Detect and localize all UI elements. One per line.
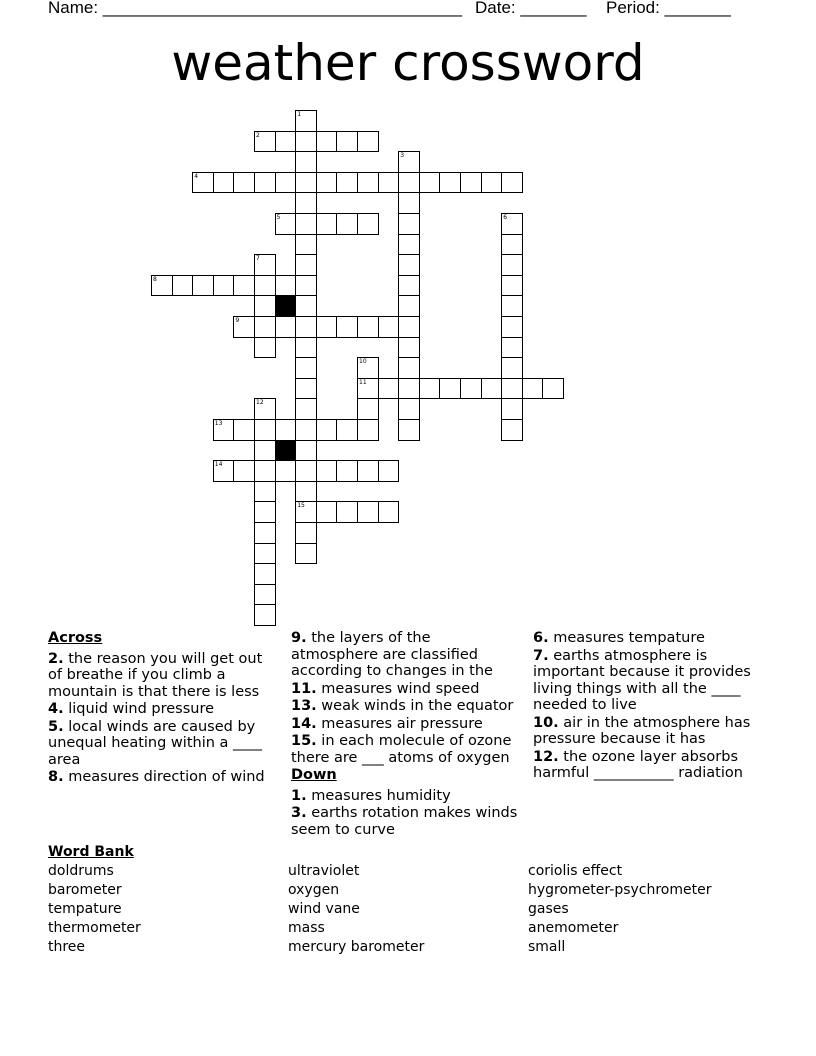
crossword-cell[interactable]	[295, 172, 317, 194]
crossword-cell[interactable]	[398, 357, 420, 379]
crossword-cell[interactable]	[172, 275, 194, 297]
crossword-cell[interactable]	[501, 357, 523, 379]
clue-across-15: 15. in each molecule of ozone there are ___ atoms of oxygen	[291, 733, 512, 766]
word-bank-item: ultraviolet	[288, 863, 360, 879]
crossword-cell[interactable]	[295, 254, 317, 276]
crossword-cell[interactable]	[295, 192, 317, 214]
crossword-cell[interactable]	[254, 481, 276, 503]
crossword-cell[interactable]	[481, 378, 503, 400]
crossword-cell[interactable]	[275, 316, 297, 338]
crossword-cell[interactable]	[316, 131, 338, 153]
crossword-cell[interactable]	[213, 172, 235, 194]
crossword-cell[interactable]	[254, 440, 276, 462]
crossword-cell[interactable]	[439, 172, 461, 194]
crossword-cell[interactable]	[336, 131, 358, 153]
word-bank-item: doldrums	[48, 863, 114, 879]
crossword-cell[interactable]	[357, 398, 379, 420]
date-field[interactable]: Date: _______	[475, 0, 587, 17]
word-bank-item: mass	[288, 920, 325, 936]
clue-down-12: 12. the ozone layer absorbs harmful ___________ radiation	[533, 748, 743, 781]
clue-across-11: 11. measures wind speed	[291, 680, 480, 697]
word-bank-title: Word Bank	[48, 844, 134, 860]
across-heading: Across	[48, 630, 103, 646]
crossword-cell[interactable]	[357, 501, 379, 523]
word-bank-item: thermometer	[48, 920, 141, 936]
clue-number: 9	[235, 317, 240, 324]
crossword-cell[interactable]	[275, 419, 297, 441]
clues-column-3	[533, 630, 769, 783]
word-bank-item: hygrometer-psychrometer	[528, 882, 712, 898]
clue-across-13: 13. weak winds in the equator	[291, 698, 514, 714]
crossword-cell[interactable]	[398, 213, 420, 235]
down-heading: Down	[291, 767, 337, 783]
crossword-cell[interactable]	[295, 295, 317, 317]
crossword-cell[interactable]	[501, 419, 523, 441]
crossword-cell[interactable]	[501, 378, 523, 400]
crossword-cell[interactable]	[254, 295, 276, 317]
crossword-cell[interactable]	[398, 295, 420, 317]
crossword-cell[interactable]	[254, 584, 276, 606]
crossword-cell[interactable]	[398, 378, 420, 400]
word-bank-item: three	[48, 939, 86, 955]
word-bank-item: wind vane	[288, 901, 360, 917]
crossword-cell[interactable]	[254, 543, 276, 565]
crossword-cell[interactable]	[295, 316, 317, 338]
crossword-cell[interactable]	[419, 378, 441, 400]
crossword-cell[interactable]	[378, 316, 400, 338]
word-bank-item: coriolis effect	[528, 863, 623, 879]
clue-number: 6	[503, 214, 508, 221]
crossword-cell[interactable]	[295, 357, 317, 379]
crossword-cell[interactable]	[501, 234, 523, 256]
crossword-cell[interactable]	[275, 172, 297, 194]
clue-number: 5	[276, 214, 281, 221]
clue-across-9: 9. the layers of the atmosphere are classified according to changes in the	[291, 630, 493, 679]
crossword-cell[interactable]	[439, 378, 461, 400]
crossword-cell[interactable]	[254, 419, 276, 441]
clue-number: 10	[359, 358, 367, 366]
clue-number: 11	[359, 378, 367, 386]
crossword-cell[interactable]	[213, 275, 235, 297]
clue-down-3: 3. earths rotation makes winds seem to curve	[291, 805, 518, 838]
crossword-cell[interactable]	[192, 275, 214, 297]
crossword-cell[interactable]	[316, 419, 338, 441]
crossword-cell[interactable]	[336, 172, 358, 194]
clue-number: 3	[400, 152, 405, 160]
clue-number: 15	[297, 502, 305, 510]
crossword-cell[interactable]	[378, 501, 400, 523]
crossword-cell[interactable]	[378, 378, 400, 400]
clue-across-2: 2. the reason you will get out of breathe if you climb a mountain is that there is less	[48, 650, 263, 700]
crossword-cell[interactable]	[254, 275, 276, 297]
crossword-cell[interactable]	[398, 172, 420, 194]
crossword-cell[interactable]	[295, 131, 317, 153]
crossword-cell[interactable]	[295, 440, 317, 462]
crossword-cell[interactable]	[295, 419, 317, 441]
crossword-cell[interactable]	[336, 316, 358, 338]
crossword-cell[interactable]	[357, 172, 379, 194]
crossword-cell[interactable]	[336, 501, 358, 523]
crossword-cell[interactable]	[398, 337, 420, 359]
crossword-cell[interactable]	[501, 316, 523, 338]
crossword-cell[interactable]	[316, 460, 338, 482]
crossword-cell[interactable]	[295, 337, 317, 359]
crossword-cell[interactable]	[336, 213, 358, 235]
word-bank-item: anemometer	[528, 920, 619, 936]
crossword-cell[interactable]	[254, 522, 276, 544]
clue-down-6: 6. measures tempature	[533, 630, 705, 646]
crossword-cell[interactable]	[316, 316, 338, 338]
clue-number: 2	[256, 131, 260, 139]
crossword-cell[interactable]	[460, 378, 482, 400]
clue-number: 7	[256, 255, 260, 263]
crossword-cell[interactable]	[316, 172, 338, 194]
crossword-cell[interactable]	[295, 481, 317, 503]
clue-number: 12	[256, 399, 264, 407]
crossword-cell[interactable]	[254, 563, 276, 585]
clues-column-2	[291, 630, 519, 839]
black-square	[275, 440, 297, 462]
crossword-cell[interactable]	[481, 172, 503, 194]
crossword-cell[interactable]	[295, 275, 317, 297]
crossword-cell[interactable]	[316, 501, 338, 523]
period-field[interactable]: Period: _______	[606, 0, 731, 17]
crossword-cell[interactable]	[275, 275, 297, 297]
crossword-cell[interactable]	[501, 275, 523, 297]
clue-number: 14	[214, 461, 223, 469]
crossword-cell[interactable]	[316, 213, 338, 235]
crossword-cell[interactable]	[398, 398, 420, 420]
crossword-cell[interactable]	[501, 254, 523, 276]
crossword-cell[interactable]	[357, 316, 379, 338]
crossword-cell[interactable]	[254, 460, 276, 482]
crossword-cell[interactable]	[398, 419, 420, 441]
crossword-cell[interactable]	[295, 151, 317, 173]
crossword-cell[interactable]	[254, 337, 276, 359]
clue-across-14: 14. measures air pressure	[291, 715, 483, 732]
crossword-cell[interactable]	[357, 460, 379, 482]
crossword-cell[interactable]	[233, 275, 255, 297]
word-bank-item: small	[528, 939, 566, 955]
crossword-cell[interactable]	[233, 460, 255, 482]
word-bank-item: tempature	[48, 901, 122, 917]
word-bank-item: mercury barometer	[288, 939, 425, 955]
crossword-cell[interactable]	[357, 419, 379, 441]
crossword-cell[interactable]	[501, 172, 523, 194]
word-bank-item: gases	[528, 901, 569, 917]
crossword-cell[interactable]	[398, 254, 420, 276]
clue-across-4: 4. liquid wind pressure	[48, 701, 215, 717]
clues-column-1	[48, 630, 276, 787]
crossword-cell[interactable]	[295, 543, 317, 565]
crossword-cell[interactable]	[460, 172, 482, 194]
crossword-cell[interactable]	[378, 172, 400, 194]
word-bank-item: barometer	[48, 882, 122, 898]
word-bank-column-2	[288, 862, 424, 957]
crossword-cell[interactable]	[501, 295, 523, 317]
crossword-cell[interactable]	[378, 460, 400, 482]
crossword-cell[interactable]	[254, 501, 276, 523]
clue-across-8: 8. measures direction of wind	[48, 769, 265, 785]
clue-across-5: 5. local winds are caused by unequal heating within a ____ area	[48, 718, 263, 768]
crossword-cell[interactable]	[254, 172, 276, 194]
crossword-cell[interactable]	[233, 419, 255, 441]
clue-down-7: 7. earths atmosphere is important because it provides living things with all the ____ needed to live	[533, 647, 751, 713]
crossword-cell[interactable]	[419, 172, 441, 194]
crossword-cell[interactable]	[275, 460, 297, 482]
crossword-cell[interactable]	[254, 604, 276, 626]
crossword-cell[interactable]	[522, 378, 544, 400]
crossword-cell[interactable]	[295, 398, 317, 420]
crossword-cell[interactable]	[357, 213, 379, 235]
crossword-cell[interactable]	[295, 378, 317, 400]
crossword-cell[interactable]	[501, 398, 523, 420]
word-bank-column-1	[48, 862, 141, 957]
crossword-cell[interactable]	[295, 522, 317, 544]
crossword-cell[interactable]	[357, 131, 379, 153]
clue-number: 4	[194, 172, 199, 180]
crossword-cell[interactable]	[336, 419, 358, 441]
crossword-cell[interactable]	[398, 316, 420, 338]
word-bank-column-3	[528, 862, 711, 957]
crossword-cell[interactable]	[542, 378, 564, 400]
crossword-cell[interactable]	[336, 460, 358, 482]
crossword-cell[interactable]	[398, 275, 420, 297]
clue-down-10: 10. air in the atmosphere has pressure because it has	[533, 714, 751, 747]
crossword-cell[interactable]	[398, 234, 420, 256]
crossword-cell[interactable]	[254, 316, 276, 338]
crossword-cell[interactable]	[275, 131, 297, 153]
black-square	[275, 295, 297, 317]
crossword-cell[interactable]	[295, 234, 317, 256]
name-field[interactable]: Name: ______________________________________	[48, 0, 463, 17]
clue-number: 8	[153, 275, 157, 283]
crossword-cell[interactable]	[398, 192, 420, 214]
crossword-cell[interactable]	[233, 172, 255, 194]
clue-number: 13	[214, 420, 223, 427]
clue-number: 1	[297, 111, 302, 118]
word-bank-item: oxygen	[288, 882, 340, 898]
crossword-cell[interactable]	[295, 460, 317, 482]
clue-down-1: 1. measures humidity	[291, 787, 451, 804]
page-title: weather crossword	[171, 34, 645, 92]
crossword-cell[interactable]	[295, 213, 317, 235]
crossword-cell[interactable]	[501, 337, 523, 359]
